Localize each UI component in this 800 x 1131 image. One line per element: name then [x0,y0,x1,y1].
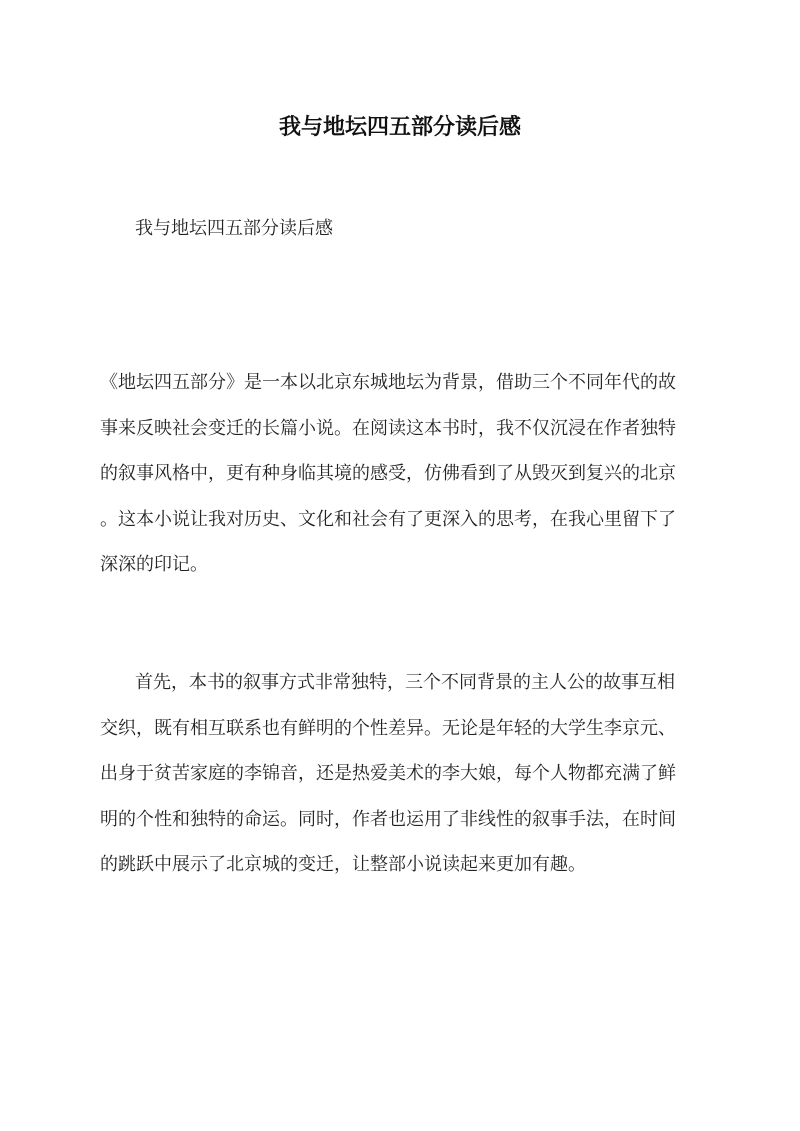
paragraph-line: 的叙事风格中，更有种身临其境的感受，仿佛看到了从毁灭到复兴的北京 [100,463,676,484]
paragraph-line: 深深的印记。 [100,554,208,575]
paragraph-line: 的跳跃中展示了北京城的变迁，让整部小说读起来更加有趣。 [100,854,586,875]
paragraph-line: 交织，既有相互联系也有鲜明的个性差异。无论是年轻的大学生李京元、 [100,717,676,739]
paragraph-intro [100,370,700,598]
paragraph-line: 。这本小说让我对历史、文化和社会有了更深入的思考，在我心里留下了 [100,508,676,530]
paragraph-line: 首先，本书的叙事方式非常独特，三个不同背景的主人公的故事互相 [135,672,675,693]
paragraph-line: 明的个性和独特的命运。同时，作者也运用了非线性的叙事手法，在时间 [100,808,676,830]
paragraph-line: 《地坛四五部分》是一本以北京东城地坛为背景，借助三个不同年代的故 [100,372,676,393]
document-title: 我与地坛四五部分读后感 [278,113,521,140]
document-subtitle: 我与地坛四五部分读后感 [135,218,333,239]
paragraph-line: 事来反映社会变迁的长篇小说。在阅读这本书时，我不仅沉浸在作者独特 [100,417,676,439]
paragraph-narrative-style [100,670,700,898]
paragraph-line: 出身于贫苦家庭的李锦音，还是热爱美术的李大娘，每个人物都充满了鲜 [100,763,676,784]
